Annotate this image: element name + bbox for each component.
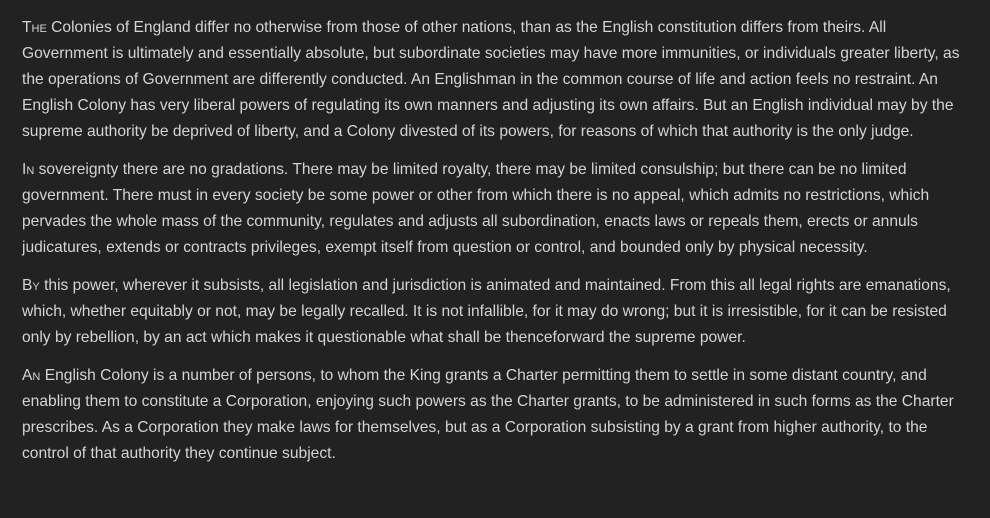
paragraph-lead-word: By bbox=[22, 277, 40, 294]
paragraph-lead-word: An bbox=[22, 367, 41, 384]
paragraph-2 bbox=[22, 157, 972, 261]
paragraph-lead-word: The bbox=[22, 19, 47, 36]
paragraph-4 bbox=[22, 363, 972, 467]
paragraph-text: sovereignty there are no gradations. There may be limited royalty, there may be limited consulship; but there can be no limited government. There must in every society be some power or other from which there is no appeal, which admits no restrictions, which pervades the whole mass of the community, regulates and adjusts all subordination, enacts laws or repeals them, erects or annuls judicatures, extends or contracts privileges, exempt itself from question or control, and bounded only by physical necessity. bbox=[22, 161, 930, 256]
paragraph-1 bbox=[22, 15, 972, 145]
paragraph-3 bbox=[22, 273, 972, 351]
paragraph-text: this power, wherever it subsists, all legislation and jurisdiction is animated and maintained. From this all legal rights are emanations, which, whether equitably or not, may be legally recalled. It is not infallible, for it may do wrong; but it is irresistible, for it can be resisted only by rebellion, by an act which makes it questionable what shall be thenceforward the supreme power. bbox=[22, 277, 951, 346]
paragraph-lead-word: In bbox=[22, 161, 35, 178]
paragraph-text: English Colony is a number of persons, to whom the King grants a Charter permitting them to settle in some distant country, and enabling them to constitute a Corporation, enjoying such powers as the Charter grants, to be administered in such forms as the Charter prescribes. As a Corporation they make laws for themselves, but as a Corporation subsisting by a grant from higher authority, to the control of that authority they continue subject. bbox=[22, 367, 954, 462]
paragraph-text: Colonies of England differ no otherwise from those of other nations, than as the English constitution differs from theirs. All Government is ultimately and essentially absolute, but subordinate societies may have more immunities, or individuals greater liberty, as the operations of Government are differently conducted. An Englishman in the common course of life and action feels no restraint. An English Colony has very liberal powers of regulating its own manners and adjusting its own affairs. But an English individual may by the supreme authority be deprived of liberty, and a Colony divested of its powers, for reasons of which that authority is the only judge. bbox=[22, 19, 960, 140]
